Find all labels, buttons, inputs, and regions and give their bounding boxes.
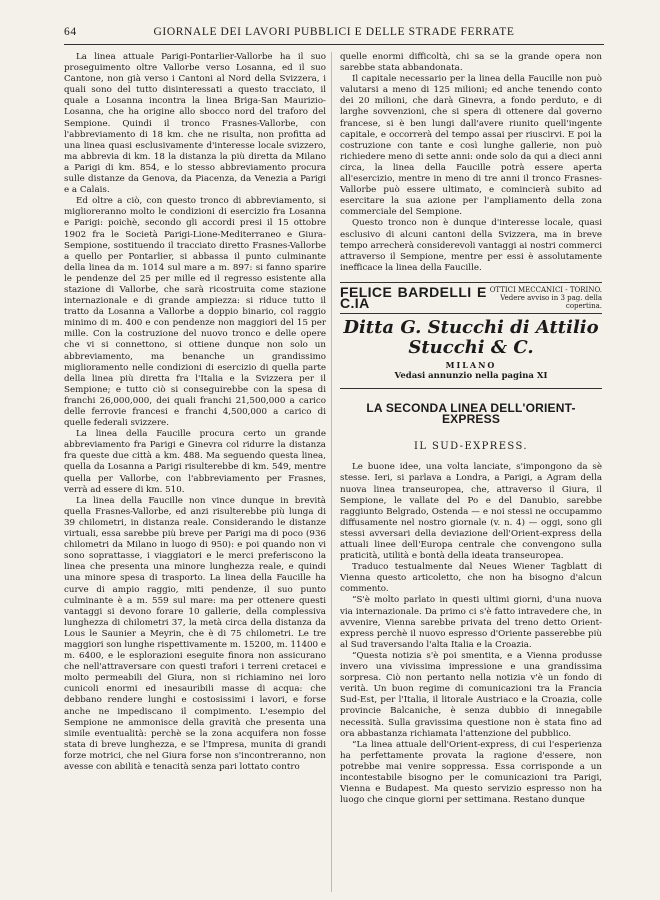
article-paragraph: “S'è molto parlato in questi ultimi giorni, d'una nuova via internazionale. Da primo ci s'è fatto intravedere che, in avvenire, Vienna sarebbe privata del treno detto Orient-express perchè il nuovo espresso d'Oriente passerebbe più al Sud traversando l'alta Italia e la Croazia. xyxy=(340,595,602,650)
right-paragraph: Questo tronco non è dunque d'interesse locale, quasi esclusivo di alcuni cantoni della Svizzera, ma in breve tempo arrecherà considerevoli vantaggi ai nostri commerci attraverso il Sempione, mentre per essi è assolutamente inefficace la linea della Faucille. xyxy=(340,218,602,273)
ad-stucchi-city: MILANO xyxy=(445,359,497,370)
journal-title: GIORNALE DEI LAVORI PUBBLICI E DELLE STRADE FERRATE xyxy=(153,26,515,38)
article-subtitle: IL SUD-EXPRESS. xyxy=(414,441,528,453)
header-rule xyxy=(64,44,604,45)
running-header xyxy=(64,26,604,42)
article-paragraph: “Questa notizia s'è poi smentita, e a Vienna produsse invero una vivissima impressione e una grandissima sorpresa. Ciò non pertanto nella notizia v'è un fondo di verità. Un buon regime di comunicazioni tra la Francia Sud-Est, per l'Italia, il litorale Austriaco e la Croazia, colle provincie Balcaniche, è senza dubbio di innegabile necessità. Sulla gravissima questione non è stata fino ad ora abbastanza richiamata l'attenzione del pubblico. xyxy=(340,650,602,739)
article-title: LA SECONDA LINEA DELL'ORIENT-EXPRESS xyxy=(366,401,576,427)
left-paragraph: La linea attuale Parigi-Pontarlier-Vallorbe ha il suo proseguimento oltre Vallorbe verso Losanna, ed il suo Cantone, non già verso i Cantoni al Nord della Svizzera, i quali sono del tutto disinteressati a questo tracciato, il quale a Losanna incontra la linea Briga-San Maurizio-Losanna, che ha origine allo sbocco nord del traforo del Sempione. Quindi il tronco Frasnes-Vallorbe, con l'abbreviamento di 18 km. che ne risulta, non profitta ad una linea quasi esclusivamente d'interesse locale svizzero, ma abbrevia di km. 18 la distanza la più diretta da Milano a Parigi di km. 854, e lo stesso abbreviamento procura sulle distanze da Genova, da Piacenza, da Venezia a Parigi e a Calais. xyxy=(64,52,326,196)
article-paragraph: “La linea attuale dell'Orient-express, di cui l'esperienza ha perfettamente provata la ragione d'essere, non potrebbe mai venire soppressa. Essa corrisponde a un incontestabile bisogno per le comunicazioni tra Parigi, Vienna e Budapest. Ma questo servizio espresso non ha luogo che cinque giorni per settimana. Restano dunque xyxy=(340,739,602,806)
right-column xyxy=(340,52,602,806)
left-paragraph: La linea della Faucille procura certo un grande abbreviamento fra Parigi e Ginevra col ridurre la distanza fra queste due città a km. 488. Ma seguendo questa linea, quella da Losanna a Parigi risulterebbe di km. 549, mentre quella per Vallorbe, con l'abbreviamento per Frasnes, verrà ad essere di km. 510. xyxy=(64,429,326,495)
article-paragraph: Le buone idee, una volta lanciate, s'impongono da sè stesse. Ieri, si parlava a Londra, a Parigi, a Agram della nuova linea transeuropea, che, attraverso il Giura, il Sempione, le vallate del Po e del Danubio, sarebbe raggiunto Belgrado, Ostenda — e noi stessi ne occupammo diffusamente nel nostro giornale (v. n. 4) — oggi, sono gli stessi avversari della deviazione dell'Orient-express della attuali linee dell'Europa centrale che convengono sulla praticità, utilità e bontà della ideata transeuropea. xyxy=(340,462,602,562)
ad-bardelli-name: FELICE BARDELLI E C.IA xyxy=(340,283,487,311)
ad-stucchi-note: Vedasi annunzio nella pagina XI xyxy=(394,370,548,381)
page-number: 64 xyxy=(64,26,77,38)
ad-bardelli-line1: OTTICI MECCANICI - TORINO. xyxy=(489,285,602,294)
ad-bardelli-details xyxy=(487,286,602,310)
left-column xyxy=(64,52,326,773)
left-paragraph: Ed oltre a ciò, con questo tronco di abbreviamento, si miglioreranno molto le condizioni di esercizio fra Losanna e Parigi: poichè, secondo gli accordi presi il 15 ottobre 1902 fra le Società Parigi-Lione-Mediterraneo e Giura-Sempione, sostituendo il tracciato diretto Frasnes-Vallorbe a quello per Pontarlier, si abbassa il punto culminante della linea da m. 1014 sul mare a m. 897: si fanno sparire le pendenze del 25 per mille ed il regresso esistente alla stazione di Vallorbe, che sarà ricostruita come stazione internazionale e di grande ampiezza: si riduce tutto il tratto da Losanna a Vallorbe a doppio binario, col raggio minimo di m. 400 e con pendenze non maggiori del 15 per mille. Con la costruzione del nuovo tronco e delle opere che vi si connettono, si ottiene dunque non solo un abbreviamento, ma benanche un grandissimo miglioramento nelle condizioni di esercizio di quella parte della linea più diretta fra l'Italia e la Svizzera per il Sempione; e tutto ciò si conseguirebbe con la spesa di franchi 26,000,000, dei quali franchi 21,500,000 a carico delle ferrovie francesi e franchi 4,500,000 a carico di quelle federali svizzere. xyxy=(64,196,326,429)
right-paragraph: Il capitale necessario per la linea della Faucille non può valutarsi a meno di 125 milioni; ed anche tenendo conto dei 20 milioni, che darà Ginevra, a fondo perduto, e di larghe sovvenzioni, che si spera di ottenere dal governo francese, si è ben lungi dall'avere riunito quell'ingente capitale, e occorrerà del tempo assai per riuscirvi. E poi la costruzione con tante e così lunghe gallerie, non può richiedere meno di sette anni: onde solo da qui a dieci anni circa, la linea della Faucille potrà essere aperta all'esercizio, mentre in meno di tre anni il tronco Frasnes-Vallorbe può essere ultimato, e comincierà subito ad esercitare la sua azione per l'ampliamento della zona commerciale del Sempione. xyxy=(340,74,602,218)
article-paragraph: Traduco testualmente dal Neues Wiener Tagblatt di Vienna questo articoletto, che non ha bisogno d'alcun commento. xyxy=(340,562,602,595)
right-paragraph: quelle enormi difficoltà, chi sa se la grande opera non sarebbe stata abbandonata. xyxy=(340,52,602,74)
ad-bardelli-line2: Vedere avviso in 3 pag. della copertina. xyxy=(500,293,602,310)
advertisement-stucchi xyxy=(340,314,602,389)
left-paragraph: La linea della Faucille non vince dunque in brevità quella Frasnes-Vallorbe, ed anzi risulterebbe più lunga di 39 chilometri, in distanza reale. Considerando le distanze virtuali, essa sarebbe più breve per Parigi ma di poco (936 chilometri da Milano in luogo di 950): e poi quando non vi sono soprattasse, i viaggiatori e le merci preferiscono la linea che presenta una minore lunghezza reale, e quindi una minore spesa di trasporto. La linea della Faucille ha curve di ampio raggio, miti pendenze, il suo punto culminante è a m. 559 sul mare: ma per ottenere questi vantaggi si devono forare 10 gallerie, della complessiva lunghezza di chilometri 37, la metà circa della distanza da Lous le Saunier a Meyrin, che è di 75 chilometri. Le tre maggiori son lunghe rispettivamente m. 15200, m. 11400 e m. 6400, e le esplorazioni eseguite finora non assicurano che nell'attraversare con questi trafori i terreni cretacei e molto permeabili del Giura, non si richiamino nei loro cunicoli enormi ed inesauribili masse di acqua: che debbano rendere lunghi e costosissimi i lavori, e forse anche ne impediscano il compimento. L'esempio del Sempione ne ammonisce della gravità che presenta una simile eventualità: perchè se la zona acquifera non fosse stata di breve lunghezza, e se l'Impresa, munita di grandi forze motrici, che nel Giura forse non s'incontreranno, non avesse con abilità e tenacità senza pari lottato contro xyxy=(64,495,326,772)
column-divider xyxy=(331,52,332,892)
advertisement-bardelli xyxy=(340,282,602,314)
ad-stucchi-name: Ditta G. Stucchi di Attilio Stucchi & C. xyxy=(343,316,599,358)
